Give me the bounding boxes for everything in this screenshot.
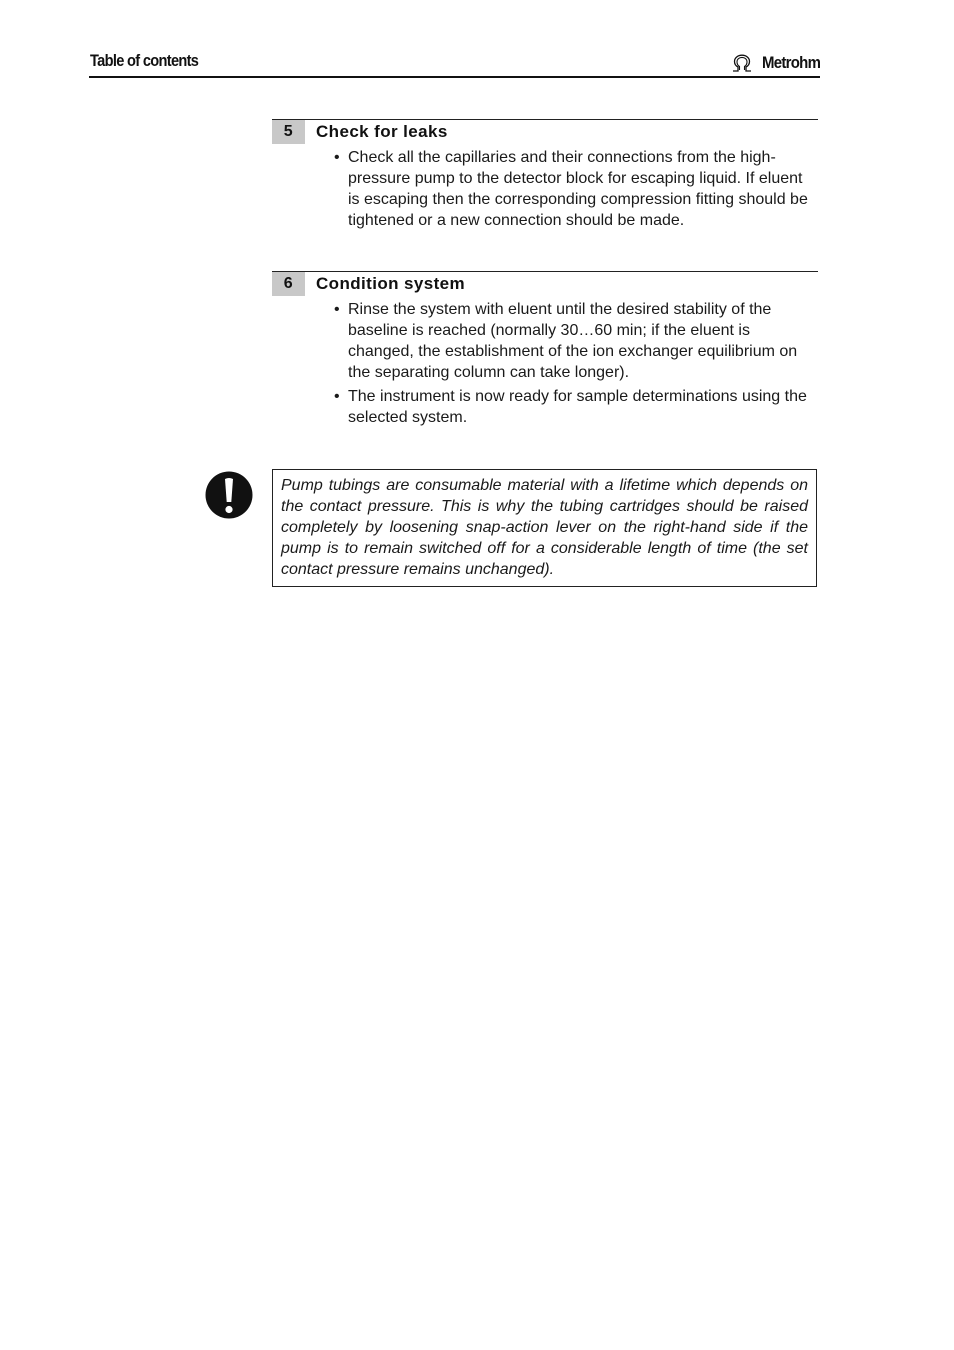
step-6	[272, 271, 818, 428]
bullet-item: • Rinse the system with eluent until the desired stability of the baseline is reached (normally 30…60 min; if the eluent is changed, the establishment of the ion exchanger equilibrium on the separating column can take longer).	[334, 299, 818, 383]
step-5	[272, 119, 818, 231]
page-header-title: Table of contents	[90, 51, 199, 70]
bullet-item: • The instrument is now ready for sample determinations using the selected system.	[334, 386, 818, 428]
note-text: Pump tubings are consumable material with a lifetime which depends on the contact pressure. This is why the tubing cartridges should be raised completely by loosening snap-action lever on the right-hand side if the pump is to remain switched off for a considerable length of time (the set contact pressure remains unchanged).	[281, 477, 808, 578]
note-box	[272, 469, 817, 587]
step-bullet-list	[272, 147, 818, 231]
step-bullet-list	[272, 299, 818, 428]
step-heading	[272, 120, 818, 144]
page-header	[89, 48, 820, 78]
exclamation-icon	[205, 471, 253, 519]
step-title: Condition system	[316, 274, 466, 293]
step-title: Check for leaks	[316, 122, 448, 141]
step-heading	[272, 272, 818, 296]
brand	[731, 53, 820, 73]
bullet-item: • Check all the capillaries and their connections from the high-pressure pump to the detector block for escaping liquid. If eluent is escaping then the corresponding compression fitting should be tightened or a new connection should be made.	[334, 147, 818, 231]
brand-name: Metrohm	[761, 53, 820, 72]
step-number: 5	[272, 120, 305, 144]
step-number: 6	[272, 272, 305, 296]
metrohm-omega-logo-icon	[731, 54, 753, 72]
